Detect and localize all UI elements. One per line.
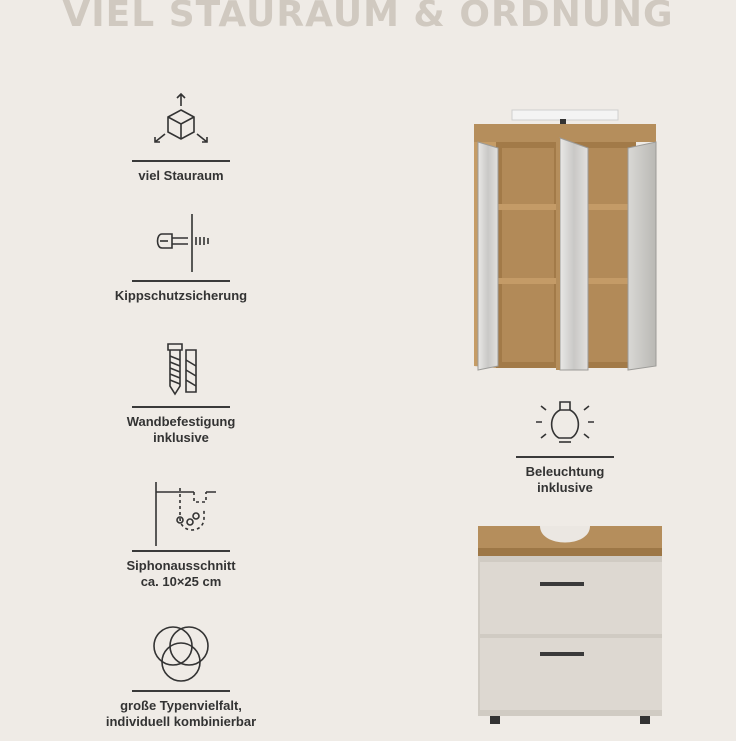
feature-lighting bbox=[480, 398, 650, 496]
feature-label: Siphonausschnitt ca. 10×25 cm bbox=[126, 558, 236, 589]
divider bbox=[132, 690, 230, 692]
divider bbox=[132, 550, 230, 552]
divider bbox=[516, 456, 614, 458]
feature-storage bbox=[96, 92, 266, 184]
feature-variety bbox=[96, 620, 266, 730]
feature-label: große Typenvielfalt, individuell kombinierbar bbox=[105, 698, 257, 729]
siphon-cutout-icon bbox=[136, 478, 226, 548]
wall-screw-icon bbox=[148, 212, 214, 274]
vanity-unit-image bbox=[470, 522, 666, 741]
mirror-cabinet-image bbox=[468, 108, 664, 379]
overlapping-circles-icon bbox=[146, 620, 216, 690]
feature-label: viel Stauraum bbox=[138, 168, 224, 183]
feature-label: Wandbefestigung inklusive bbox=[126, 414, 236, 445]
feature-siphon-cutout bbox=[96, 478, 266, 590]
feature-wall-mounting bbox=[96, 342, 266, 446]
cube-expand-icon bbox=[148, 92, 214, 154]
screw-dowel-icon bbox=[148, 342, 214, 400]
divider bbox=[132, 280, 230, 282]
page-title: VIEL STAURAUM & ORDNUNG bbox=[62, 0, 674, 35]
feature-tip-protection bbox=[96, 212, 266, 304]
feature-label: Kippschutzsicherung bbox=[114, 288, 248, 303]
light-bulb-icon bbox=[532, 398, 598, 452]
feature-label: Beleuchtung inklusive bbox=[525, 464, 605, 495]
divider bbox=[132, 160, 230, 162]
divider bbox=[132, 406, 230, 408]
